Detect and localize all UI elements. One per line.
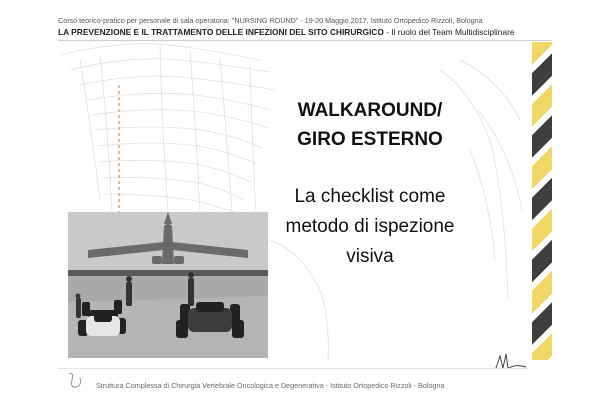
title-line1: WALKAROUND/ bbox=[297, 100, 443, 121]
header-line2 bbox=[58, 27, 578, 37]
airplane-race-cars-photo bbox=[68, 212, 268, 358]
slide-subtitle bbox=[262, 182, 478, 272]
header-line2-bold: LA PREVENZIONE E IL TRATTAMENTO DELLE INFEZIONI DEL SITO CHIRURGICO bbox=[58, 27, 384, 37]
course-header bbox=[58, 16, 578, 37]
footer-signature-icon bbox=[66, 370, 92, 392]
slide-title bbox=[270, 96, 470, 154]
header-divider bbox=[58, 40, 552, 41]
footer-text: Struttura Complessa di Chirurgia Vertebrale Oncologica e Degenerativa - Istituto Ortopedico Rizzoli - Bologna bbox=[96, 381, 445, 390]
footer-divider bbox=[58, 368, 528, 369]
subtitle-line1: La checklist come bbox=[294, 186, 446, 207]
title-line2: GIRO ESTERNO bbox=[297, 129, 443, 150]
header-line1: Corso teorico-pratico per personale di sala operatoria: "NURSING ROUND" - 19-20 Maggio 2017, Istituto Ortopedico Rizzoli, Bologna bbox=[58, 16, 483, 25]
hazard-stripe bbox=[532, 42, 552, 360]
subtitle-line3: visiva bbox=[346, 246, 394, 267]
subtitle-line2: metodo di ispezione bbox=[285, 216, 455, 237]
header-line2-rest: - Il ruolo del Team Multidisciplinare bbox=[383, 27, 515, 37]
